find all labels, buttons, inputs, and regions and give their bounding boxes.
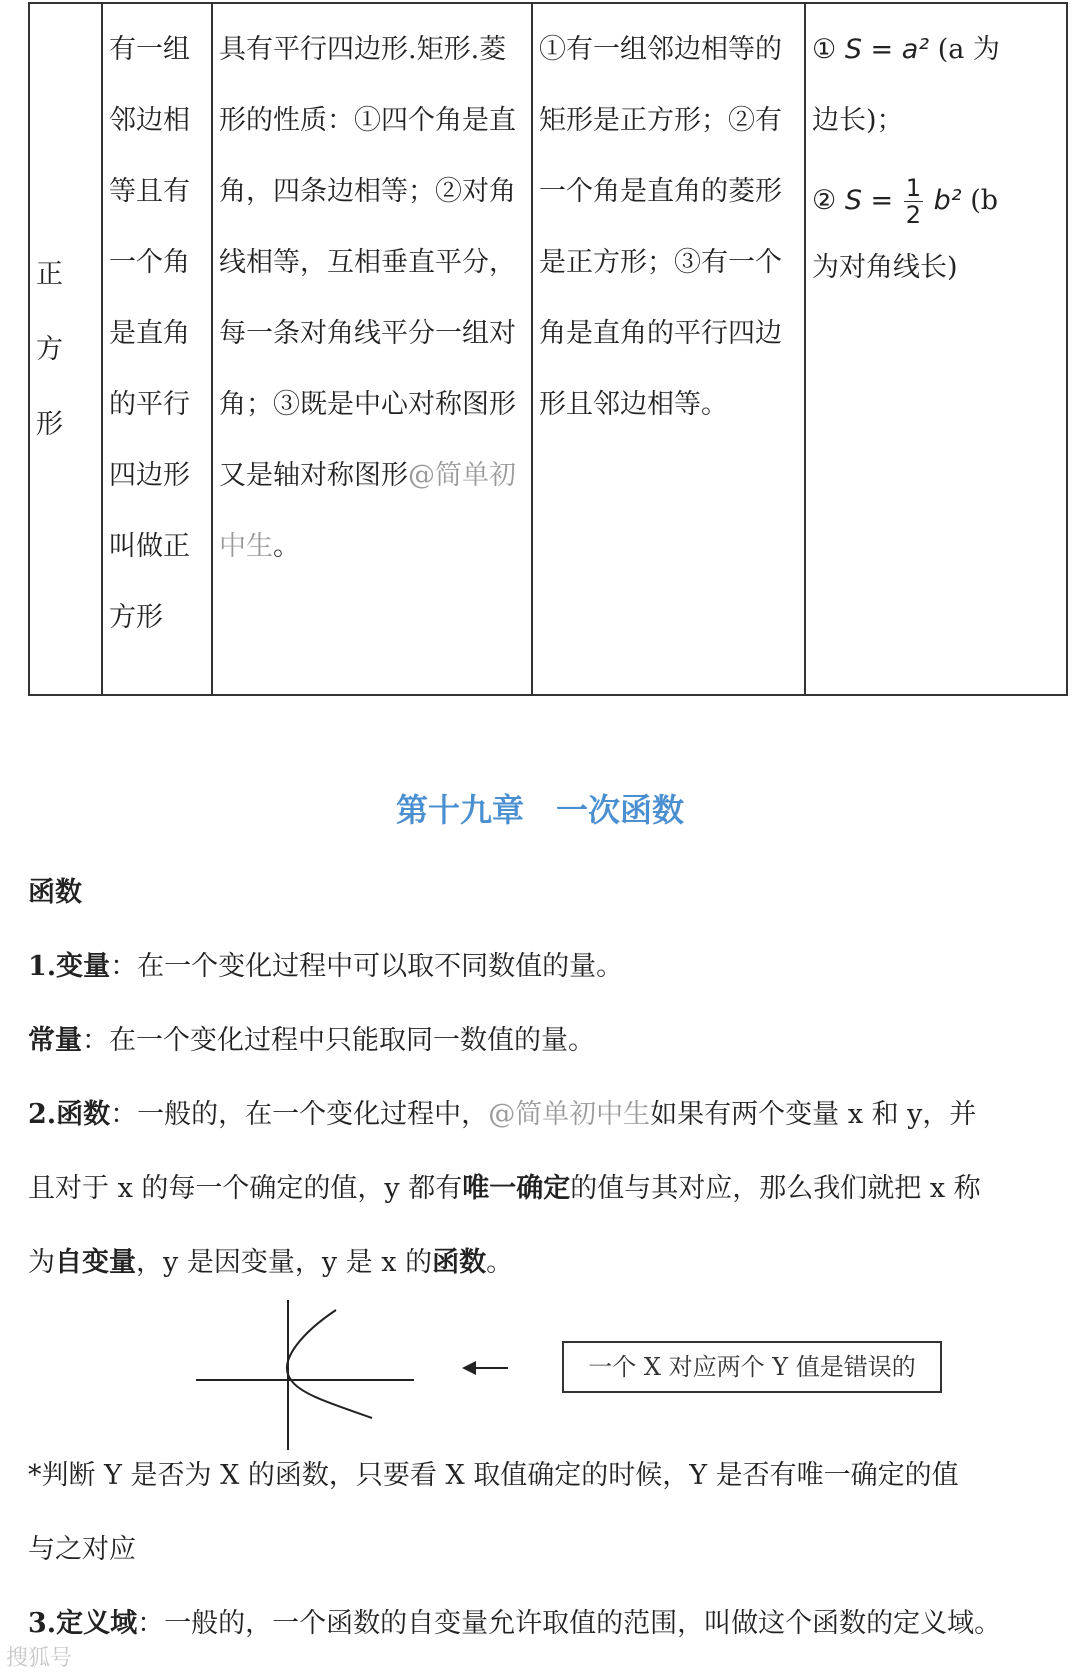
section-heading: 函数 (28, 877, 82, 908)
definition-line: 邻边相 (109, 105, 190, 136)
diagonal-area-formula-prefix: S = (844, 185, 894, 216)
area-cell (805, 3, 1067, 695)
definition-line: 等且有 (109, 176, 190, 207)
definition-line: 是直角 (109, 318, 190, 349)
callout-box: 一个 X 对应两个 Y 值是错误的 (562, 1341, 942, 1393)
left-arrow-icon (462, 1356, 510, 1380)
paragraph-constant (28, 1018, 595, 1057)
definition-line: 方形 (109, 602, 163, 633)
emphasis-text: 函数 (432, 1247, 487, 1278)
paragraph-function (28, 1092, 976, 1131)
term-label: 1.变量 (28, 951, 111, 982)
properties-line (219, 440, 525, 511)
body-text: 为 (28, 1247, 55, 1278)
properties-line: 角，四条边相等；②对角 (219, 176, 516, 207)
criteria-line: 是正方形；③有一个 (539, 247, 782, 278)
paragraph-domain (28, 1601, 1001, 1640)
properties-line: 角；③既是中心对称图形 (219, 389, 516, 420)
square-area-formula: S = a² (844, 34, 930, 65)
criteria-cell (532, 3, 805, 695)
sideways-parabola-curve (287, 1310, 372, 1418)
criteria-line: 角是直角的平行四边 (539, 318, 782, 349)
body-text: 且对于 x 的每一个确定的值，y 都有 (28, 1173, 463, 1204)
definition-line: 四边形 (109, 460, 190, 491)
definition-line: 的平行 (109, 389, 190, 420)
paragraph-function-cont (28, 1166, 981, 1205)
definition-line: 叫做正 (109, 531, 190, 562)
watermark-text: 中生 (219, 531, 273, 562)
term-label: 2.函数 (28, 1099, 111, 1130)
chapter-title: 第十九章 一次函数 (395, 791, 684, 829)
definition-cell (102, 3, 212, 695)
shape-name-cell (29, 3, 102, 695)
definition-line: 一个角 (109, 247, 190, 278)
emphasis-text: 自变量 (55, 1247, 136, 1278)
properties-line: 形的性质：①四个角是直 (219, 105, 516, 136)
body-text: ，y 是因变量，y 是 x 的 (136, 1247, 433, 1278)
properties-line: 线相等，互相垂直平分， (219, 247, 516, 278)
shape-name-char: 正 (36, 258, 63, 290)
term-label: 3.定义域 (28, 1608, 138, 1639)
term-text: ：在一个变化过程中只能取同一数值的量。 (82, 1025, 595, 1056)
watermark-text: @简单初 (408, 460, 516, 491)
one-half-fraction: $\frac{1}{2}$ (905, 174, 922, 229)
properties-cell (212, 3, 532, 695)
properties-text: 。 (273, 531, 300, 562)
formula-marker: ② (812, 185, 837, 216)
area-formula-1 (812, 14, 1060, 85)
emphasis-text: 唯一确定 (462, 1173, 571, 1204)
shape-name-char: 形 (36, 408, 63, 440)
criteria-line: 形且邻边相等。 (539, 389, 728, 420)
formula-note-line: 边长)； (812, 105, 904, 136)
properties-text: 又是轴对称图形 (219, 460, 408, 491)
body-text: 。 (486, 1247, 514, 1278)
formula-note: (b (970, 185, 999, 216)
watermark-text: @简单初中生 (488, 1099, 651, 1130)
properties-line (219, 511, 525, 582)
diagonal-area-formula-suffix: b² (933, 185, 962, 216)
paragraph-judgement-cont: 与之对应 (28, 1534, 136, 1565)
term-label: 常量 (28, 1025, 82, 1056)
criteria-line: 矩形是正方形；②有 (539, 105, 782, 136)
term-text: ：一般的，一个函数的自变量允许取值的范围，叫做这个函数的定义域。 (137, 1608, 1002, 1639)
formula-marker: ① (812, 34, 837, 65)
formula-note-line: 为对角线长) (812, 252, 958, 283)
paragraph-function-cont-2 (28, 1240, 513, 1279)
term-text: ：一般的，在一个变化过程中， (110, 1099, 489, 1130)
term-text: ：在一个变化过程中可以取不同数值的量。 (110, 951, 624, 982)
properties-line: 具有平行四边形.矩形.菱 (219, 34, 507, 65)
footer-watermark: 搜狐号 (6, 1646, 73, 1671)
square-properties-table (28, 2, 1068, 696)
paragraph-judgement: *判断 Y 是否为 X 的函数，只要看 X 取值确定的时候，Y 是否有唯一确定的值 (28, 1460, 959, 1491)
criteria-line: 一个角是直角的菱形 (539, 176, 782, 207)
definition-line: 有一组 (109, 34, 190, 65)
shape-name-char: 方 (36, 333, 63, 365)
formula-note: (a 为 (937, 34, 1000, 65)
properties-line: 每一条对角线平分一组对 (219, 318, 516, 349)
paragraph-variable (28, 944, 623, 983)
term-text: 如果有两个变量 x 和 y，并 (650, 1099, 977, 1130)
criteria-line: ①有一组邻边相等的 (539, 34, 782, 65)
body-text: 的值与其对应，那么我们就把 x 称 (570, 1173, 981, 1204)
